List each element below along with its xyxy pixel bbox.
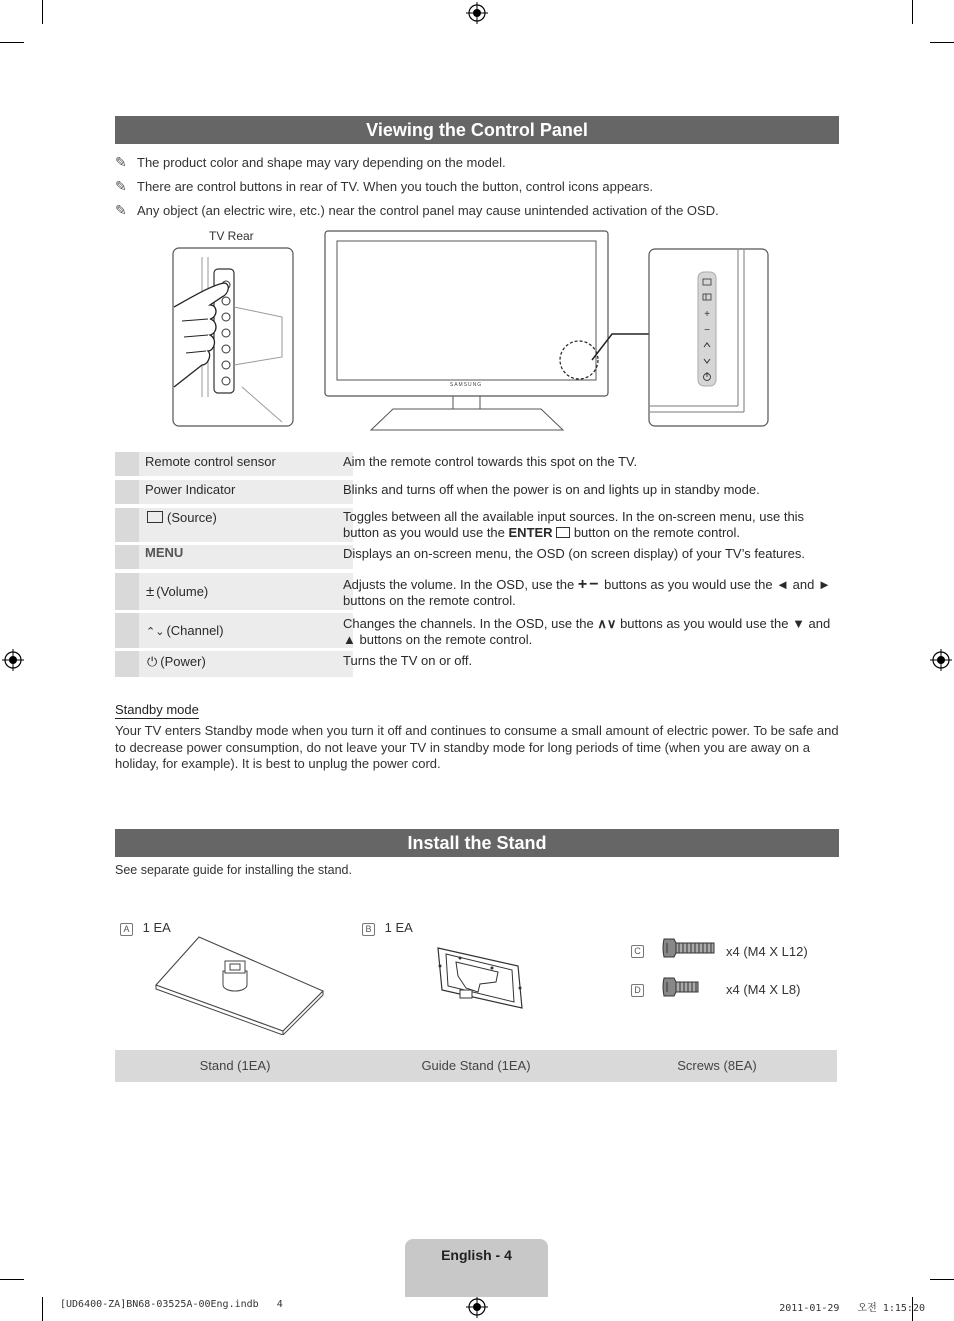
row-stub <box>115 613 139 648</box>
note: ✎ Any object (an electric wire, etc.) near the control panel may cause unintended activation of the OSD. <box>115 202 719 218</box>
section-title-install-stand: Install the Stand <box>115 829 839 857</box>
table-row <box>115 651 839 677</box>
row-desc: Displays an on-screen menu, the OSD (on screen display) of your TV’s features. <box>343 546 805 561</box>
item-c-letter: C <box>631 942 644 958</box>
crop-mark <box>0 42 24 43</box>
source-icon <box>147 511 163 523</box>
table-row <box>115 573 839 610</box>
row-name: Power Indicator <box>139 480 353 504</box>
callout-connector <box>590 330 652 370</box>
registration-mark-icon <box>466 1296 488 1318</box>
item-letter: B <box>362 923 375 936</box>
row-desc: Blinks and turns off when the power is on and lights up in standby mode. <box>343 482 760 497</box>
item-c-qty: x4 (M4 X L12) <box>726 944 808 959</box>
footer-file-name: [UD6400-ZA]BN68-03525A-00Eng.indb 4 <box>60 1299 283 1310</box>
enter-icon <box>556 527 570 538</box>
chevron-up-down-icon: ∧∨ <box>597 616 617 631</box>
item-b-label: B 1 EA <box>362 920 413 936</box>
stand-illustration <box>153 935 328 1035</box>
registration-mark-icon <box>466 2 488 24</box>
row-stub <box>115 452 139 476</box>
screw-long-icon <box>662 937 718 959</box>
item-d-letter: D <box>631 981 644 997</box>
table-row <box>115 613 839 648</box>
table-row <box>115 545 839 569</box>
row-name: ⏻ (Power) <box>139 651 353 677</box>
item-d-qty: x4 (M4 X L8) <box>726 982 801 997</box>
row-stub <box>115 545 139 569</box>
svg-text:−: − <box>704 325 710 336</box>
row-desc: Changes the channels. In the OSD, use the ∧∨ buttons as you would use the ▼ and ▲ buttons on the remote control. <box>343 616 831 647</box>
part-guide-stand: Guide Stand (1EA) <box>421 1058 531 1073</box>
row-desc: Toggles between all the available input sources. In the on-screen menu, use this button as you would use the ENTER button on the remote control. <box>343 509 805 540</box>
item-a-label: A 1 EA <box>120 920 171 936</box>
item-letter: A <box>120 923 133 936</box>
row-name: Remote control sensor <box>139 452 353 476</box>
crop-mark <box>930 42 954 43</box>
crop-mark <box>0 1279 24 1280</box>
pencil-note-icon: ✎ <box>115 154 127 170</box>
table-row <box>115 508 839 542</box>
svg-text:+: + <box>704 309 710 320</box>
row-stub <box>115 573 139 610</box>
crop-mark <box>42 0 43 24</box>
screw-short-icon <box>662 976 702 998</box>
row-desc: Adjusts the volume. In the OSD, use the +− buttons as you would use the ◄ and ► buttons on the remote control. <box>343 576 831 608</box>
page-number: English - 4 <box>441 1247 512 1263</box>
table-row <box>115 452 839 476</box>
registration-mark-icon <box>930 649 952 671</box>
table-row <box>115 480 839 504</box>
standby-heading: Standby mode <box>115 702 199 717</box>
section-title-control-panel: Viewing the Control Panel <box>115 116 839 144</box>
row-name: ± (Volume) <box>139 573 353 610</box>
row-desc: Aim the remote control towards this spot on the TV. <box>343 454 638 469</box>
note: ✎ There are control buttons in rear of TV. When you touch the button, control icons appears. <box>115 178 653 194</box>
power-icon: ⏻ <box>147 654 158 669</box>
crop-mark <box>42 1297 43 1321</box>
tv-brand-logo: SAMSUNG <box>449 382 483 388</box>
row-name: (Source) <box>139 508 353 542</box>
volume-plus-minus-icon: ± <box>146 583 155 600</box>
crop-mark <box>930 1279 954 1280</box>
row-name: MENU <box>139 545 353 569</box>
crop-mark <box>912 0 913 24</box>
install-intro: See separate guide for installing the stand. <box>115 863 352 877</box>
tv-rear-label: TV Rear <box>209 229 254 243</box>
pencil-note-icon: ✎ <box>115 178 127 194</box>
row-stub <box>115 480 139 504</box>
row-stub <box>115 651 139 677</box>
pencil-note-icon: ✎ <box>115 202 127 218</box>
plus-minus-icon: +− <box>577 576 601 593</box>
channel-up-down-icon: ⌃⌄ <box>146 626 165 638</box>
tv-rear-hand-illustration <box>172 247 294 427</box>
registration-mark-icon <box>2 649 24 671</box>
part-screws: Screws (8EA) <box>677 1058 757 1073</box>
guide-stand-illustration <box>432 944 527 1014</box>
footer-date: 2011-01-29 오전 1:15:20 <box>779 1303 925 1314</box>
control-panel-closeup <box>648 248 770 428</box>
note: ✎ The product color and shape may vary depending on the model. <box>115 154 506 170</box>
standby-text: Your TV enters Standby mode when you turn it off and continues to consume a small amount of electric power. To be safe and to decrease power consumption, do not leave your TV in standby mode for long periods of time (when you are away on a holiday, for example). It is best to unplug the power cord. <box>115 723 839 771</box>
row-stub <box>115 508 139 542</box>
row-desc: Turns the TV on or off. <box>343 653 473 668</box>
part-stand: Stand (1EA) <box>199 1058 271 1073</box>
tv-front-illustration <box>323 229 613 431</box>
row-name: ⌃⌄ (Channel) <box>139 613 353 648</box>
